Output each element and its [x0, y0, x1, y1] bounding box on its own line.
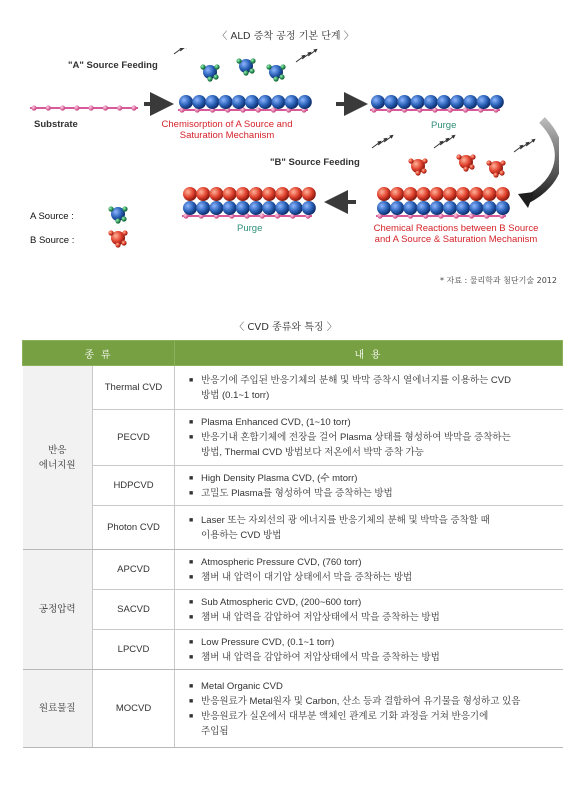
a-layer-atom [219, 95, 233, 109]
group-cell [23, 550, 93, 670]
group-cell [23, 670, 93, 748]
b-layer-atom [275, 187, 289, 201]
b-layer-atom [223, 187, 237, 201]
b-molecule-ligand [422, 158, 427, 163]
a-layer-atom [183, 201, 197, 215]
b-molecule-ligand [499, 170, 504, 175]
a-layer-atom [249, 201, 263, 215]
chemical-reactions-label [356, 223, 556, 245]
a-layer-atom [262, 201, 276, 215]
a-layer-atom [463, 95, 477, 109]
ald-diagram [14, 48, 559, 258]
a-layer-atom [384, 95, 398, 109]
a-source-feeding-label: "A" Source Feeding [68, 60, 158, 71]
a-layer-atom [411, 95, 425, 109]
b-molecule-ligand [500, 160, 505, 165]
substrate-stage2-atom [256, 107, 261, 112]
b-layer-atom [496, 187, 510, 201]
a-molecule-ligand [207, 76, 212, 81]
a-layer-atom [450, 95, 464, 109]
a-layer-atom [397, 95, 411, 109]
a-layer-atom [232, 95, 246, 109]
description-cell [175, 670, 563, 748]
b-molecule-ligand [421, 168, 426, 173]
bullet-item: ■ High Density Plasma CVD, (수 mtorr) [189, 471, 552, 486]
b-source-feeding-label: "B" Source Feeding [270, 157, 360, 168]
method-cell: SACVD [93, 590, 175, 630]
b-layer-atom [443, 187, 457, 201]
method-cell: Thermal CVD [93, 366, 175, 410]
chemical-reactions-line-1: Chemical Reactions between B Source [373, 223, 539, 234]
a-layer-atom [377, 201, 391, 215]
substrate-atom [117, 105, 122, 110]
a-layer-atom [285, 95, 299, 109]
b-layer-atom [483, 187, 497, 201]
bullet-item: ■ Laser 또는 자외선의 광 에너지를 반응기체의 분해 및 박막을 증착할 때 [189, 513, 552, 528]
a-layer-atom [390, 201, 404, 215]
substrate-atom [60, 105, 65, 110]
b-layer-atom [236, 187, 250, 201]
b-layer-atom [249, 187, 263, 201]
a-layer-atom [179, 95, 193, 109]
bullet-item: ■ 고밀도 Plasma를 형성하여 막을 증착하는 방법 [189, 486, 552, 501]
substrate-label: Substrate [34, 119, 78, 130]
a-layer-atom [298, 95, 312, 109]
method-cell: LPCVD [93, 630, 175, 670]
b-layer-atom [430, 187, 444, 201]
b-molecule-ligand [486, 160, 491, 165]
purge-bottom-label: Purge [237, 223, 263, 234]
a-molecule-ligand [273, 76, 278, 81]
method-cell: APCVD [93, 550, 175, 590]
a-layer-atom [403, 201, 417, 215]
method-cell: HDPCVD [93, 466, 175, 506]
substrate-atom [103, 105, 108, 110]
group-name-line-2: 에너지원 [38, 459, 76, 471]
b-source-legend-icon-ligand [122, 230, 127, 235]
b-layer-atom [302, 187, 316, 201]
bullet-continuation: 방법 (0.1~1 torr) [201, 389, 270, 401]
bullet-continuation: 주입됨 [201, 725, 229, 737]
a-layer-atom [245, 95, 259, 109]
ald-caption: 〈 ALD 증착 공정 기본 단계 〉 [217, 31, 354, 42]
a-layer-atom [258, 95, 272, 109]
a-layer-atom [437, 95, 451, 109]
description-cell [175, 590, 563, 630]
a-molecule-ligand [243, 70, 248, 75]
chemisorption-line-1: Chemisorption of A Source and [161, 119, 293, 130]
bullet-item: ■ Plasma Enhanced CVD, (1~10 torr) [189, 415, 552, 430]
group-name-line-1: 원료물질 [38, 703, 76, 714]
substrate-stage4-atom [454, 213, 459, 218]
cvd-types-table [22, 340, 563, 748]
a-layer-atom [430, 201, 444, 215]
substrate-stage3-atom [448, 107, 453, 112]
a-layer-atom [302, 201, 316, 215]
substrate-stage5-atom [260, 213, 265, 218]
b-source-legend-icon-ligand [108, 230, 113, 235]
a-molecule-ligand [250, 58, 255, 63]
a-molecule-ligand [266, 64, 271, 69]
b-layer-atom [417, 187, 431, 201]
table-row [23, 670, 563, 748]
b-source-legend-icon-ligand [121, 240, 126, 245]
b-layer-atom [456, 187, 470, 201]
bullet-item: ■ Metal Organic CVD [189, 679, 552, 694]
b-molecule-ligand [415, 170, 420, 175]
b-molecule-ligand [408, 158, 413, 163]
a-layer-atom [289, 201, 303, 215]
bullet-item: ■ 챔버 내 압력이 대기압 상태에서 막을 증착하는 방법 [189, 570, 552, 585]
a-layer-atom [424, 95, 438, 109]
a-molecule-ligand [214, 64, 219, 69]
table-row [23, 550, 563, 590]
bullet-continuation: 방법, Thermal CVD 방법보다 저온에서 박막 증착 가능 [201, 447, 424, 458]
a-molecule-ligand [200, 64, 205, 69]
a-layer-atom [496, 201, 510, 215]
chemical-reactions-line-2: and A Source & Saturation Mechanism [374, 234, 538, 245]
a-layer-atom [192, 95, 206, 109]
substrate-atom [131, 105, 136, 110]
b-layer-atom [196, 187, 210, 201]
bullet-continuation: 이용하는 CVD 방법 [201, 529, 282, 541]
description-cell [175, 550, 563, 590]
a-source-legend-label: A Source : [30, 211, 74, 222]
a-layer-atom [209, 201, 223, 215]
a-layer-atom [371, 95, 385, 109]
a-source-legend-icon-ligand [108, 206, 113, 211]
table-row [23, 630, 563, 670]
b-layer-atom [183, 187, 197, 201]
b-molecule-ligand [456, 154, 461, 159]
bullet-item: ■ Atmospheric Pressure CVD, (760 torr) [189, 555, 552, 570]
a-layer-atom [469, 201, 483, 215]
b-layer-atom [403, 187, 417, 201]
a-layer-atom [443, 201, 457, 215]
description-cell [175, 506, 563, 550]
description-cell [175, 466, 563, 506]
b-molecule-ligand [470, 154, 475, 159]
method-cell: Photon CVD [93, 506, 175, 550]
method-cell: PECVD [93, 410, 175, 466]
a-layer-atom [205, 95, 219, 109]
source-note: * 자료 : 물리학과 첨단기술 2012 [439, 276, 557, 285]
bullet-item: ■ Sub Atmospheric CVD, (200~600 torr) [189, 595, 552, 610]
b-layer-atom [289, 187, 303, 201]
a-source-legend-icon-ligand [122, 206, 127, 211]
substrate-atom [46, 105, 51, 110]
table-row [23, 590, 563, 630]
cycle-arrow [526, 120, 559, 200]
table-row [23, 506, 563, 550]
table-row [23, 366, 563, 410]
b-molecule-ligand [469, 164, 474, 169]
a-molecule-ligand [249, 68, 254, 73]
bullet-item: ■ Low Pressure CVD, (0.1~1 torr) [189, 635, 552, 650]
cvd-caption: 〈 CVD 종류와 특징 〉 [234, 322, 337, 333]
description-cell [175, 630, 563, 670]
a-layer-atom [236, 201, 250, 215]
bullet-item: ■ 반응원료가 실온에서 대부분 액체인 관계로 기화 과정을 거쳐 반응기에 [189, 709, 552, 724]
chemisorption-line-2: Saturation Mechanism [179, 130, 275, 141]
b-source-legend-icon-ligand [115, 242, 120, 247]
substrate-atom [89, 105, 94, 110]
a-molecule-ligand [236, 58, 241, 63]
a-layer-atom [275, 201, 289, 215]
b-layer-atom [377, 187, 391, 201]
table-row [23, 466, 563, 506]
group-name-line-1: 반응 [48, 444, 67, 456]
bullet-item: ■ 반응기에 주입된 반응기체의 분해 및 박막 증착시 열에너지를 이용하는 CVD [189, 373, 552, 388]
a-layer-atom [223, 201, 237, 215]
description-cell [175, 410, 563, 466]
a-layer-atom [483, 201, 497, 215]
a-layer-atom [456, 201, 470, 215]
a-molecule-ligand [213, 74, 218, 79]
bullet-item: ■ 챔버 내 압력을 감압하여 저압상태에서 막을 증착하는 방법 [189, 650, 552, 665]
substrate-atom [74, 105, 79, 110]
purge-top-label: Purge [431, 120, 457, 131]
description-cell [175, 366, 563, 410]
a-molecule-ligand [280, 64, 285, 69]
b-layer-atom [262, 187, 276, 201]
b-layer-atom [469, 187, 483, 201]
a-source-legend-icon-ligand [115, 218, 120, 223]
b-layer-atom [209, 187, 223, 201]
a-layer-atom [196, 201, 210, 215]
header-content: 내 용 [175, 341, 563, 366]
b-layer-atom [390, 187, 404, 201]
a-layer-atom [417, 201, 431, 215]
b-source-legend-label: B Source : [30, 235, 75, 246]
group-cell [23, 366, 93, 550]
a-layer-atom [271, 95, 285, 109]
substrate-atom [31, 105, 36, 110]
a-source-legend-icon-ligand [121, 216, 126, 221]
table-row [23, 410, 563, 466]
b-molecule-ligand [493, 172, 498, 177]
b-molecule-ligand [463, 166, 468, 171]
header-type: 종 류 [23, 341, 175, 366]
bullet-item: ■ 반응원료가 Metal원자 및 Carbon, 산소 등과 결합하여 유기물을 형성하고 있음 [189, 694, 552, 709]
a-layer-atom [477, 95, 491, 109]
a-layer-atom [490, 95, 504, 109]
a-molecule-ligand [279, 74, 284, 79]
group-name-line-1: 공정압력 [38, 604, 76, 615]
chemisorption-label [152, 119, 302, 141]
bullet-item: ■ 챔버 내 압력을 감압하여 저압상태에서 막을 증착하는 방법 [189, 610, 552, 625]
method-cell: MOCVD [93, 670, 175, 748]
bullet-item: ■ 반응기내 혼합기체에 전장을 걸어 Plasma 상태를 형성하여 박막을 증착하는 [189, 430, 552, 445]
table-header-row [23, 341, 563, 366]
